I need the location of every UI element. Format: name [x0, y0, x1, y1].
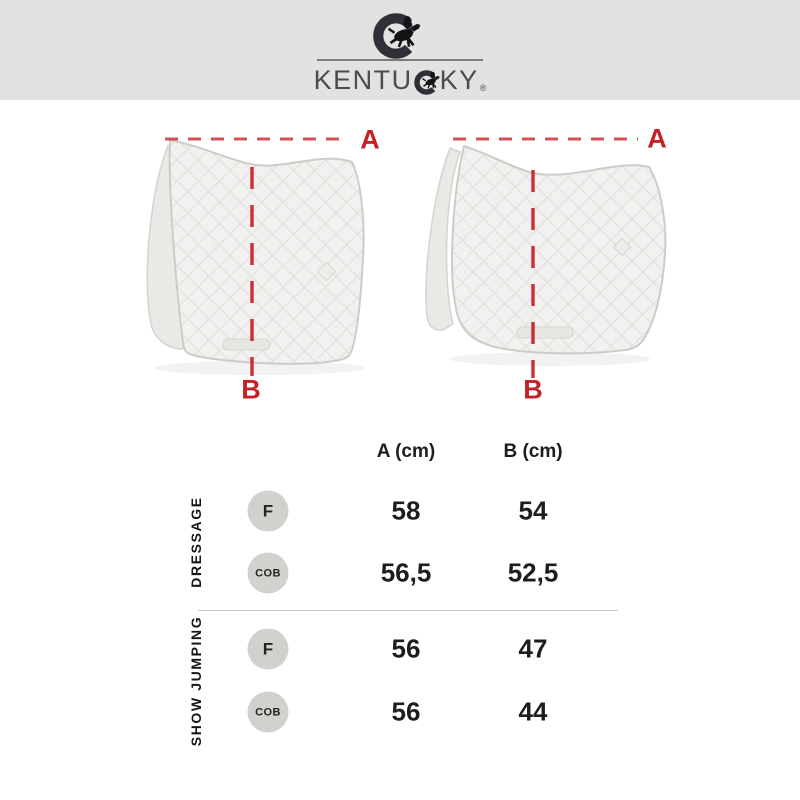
measure-label-b-left: B — [241, 374, 261, 405]
size-badge-cob: COB — [248, 553, 289, 594]
measurement-value: 54 — [518, 495, 548, 526]
measurement-value: 44 — [518, 696, 548, 727]
measurement-value: 56,5 — [380, 557, 432, 588]
registered-trademark: ® — [479, 83, 487, 93]
measurement-value: 58 — [391, 495, 421, 526]
measure-label-a-right: A — [647, 123, 667, 154]
brand-c-horse-icon-small — [412, 68, 441, 97]
column-header-a: A (cm) — [376, 441, 436, 462]
measurement-value: 47 — [518, 633, 548, 664]
show-jumping-pad-image — [420, 134, 676, 376]
measure-label-b-right: B — [523, 374, 543, 405]
wordmark-pre: KENTU — [313, 65, 413, 95]
table-divider — [198, 610, 618, 611]
column-header-b: B (cm) — [503, 441, 563, 462]
size-badge-f: F — [248, 629, 289, 670]
measure-label-a-left: A — [360, 124, 380, 155]
dressage-pad-image — [124, 128, 376, 384]
measurement-value: 52,5 — [507, 557, 559, 588]
brand-wordmark — [0, 60, 800, 94]
brand-c-horse-icon — [369, 9, 423, 63]
wordmark-post: KY — [439, 65, 479, 95]
size-badge-cob: COB — [248, 692, 289, 733]
measurement-value: 56 — [391, 633, 421, 664]
size-badge-f: F — [248, 491, 289, 532]
group-label-dressage: DRESSAGE — [188, 496, 204, 588]
brand-banner — [0, 0, 800, 100]
measurement-value: 56 — [391, 696, 421, 727]
group-label-show-jumping: SHOW JUMPING — [188, 615, 204, 747]
